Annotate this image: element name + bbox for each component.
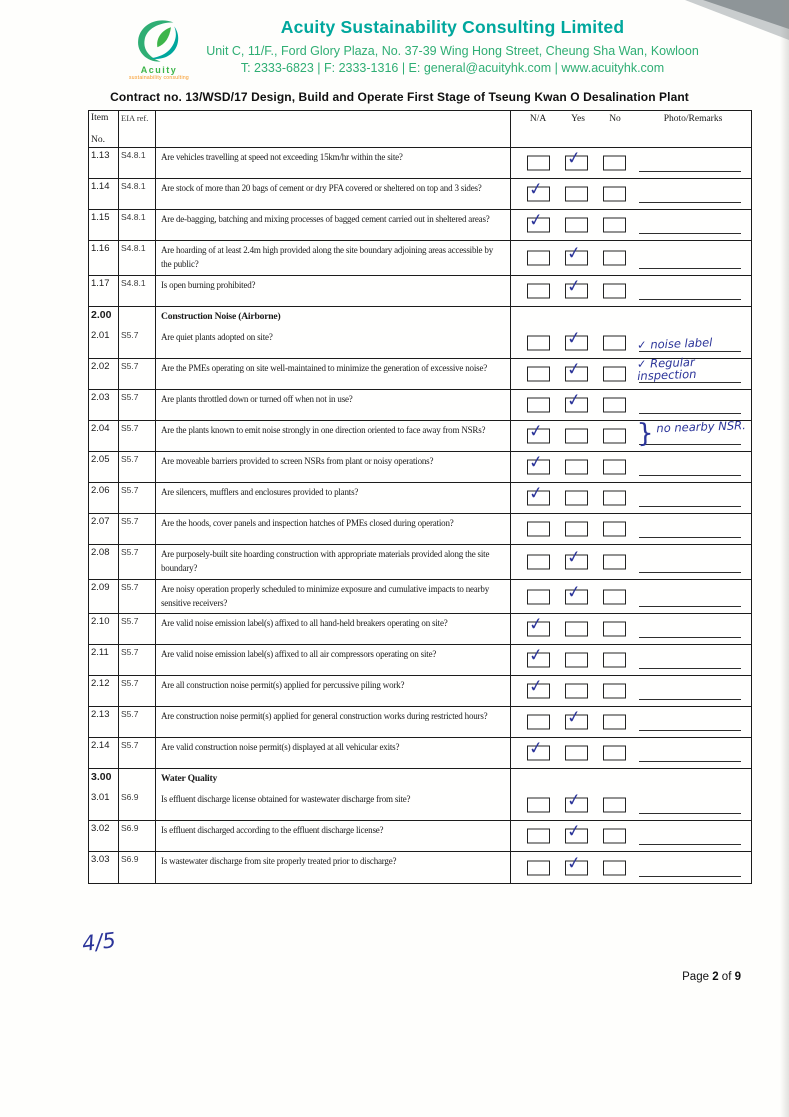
item-number: 2.14 [89,738,119,768]
eia-ref: S5.7 [119,707,156,737]
checkbox-no [603,622,626,637]
answer-cell [511,179,751,209]
question-text: Is effluent discharge license obtained for wastewater discharge from site? [156,790,511,820]
eia-ref: S5.7 [119,483,156,513]
handwritten-remark: } no nearby NSR. [636,417,747,449]
eia-ref: S5.7 [119,645,156,675]
item-number: 1.16 [89,241,119,275]
page-total: 9 [734,971,741,983]
section-number: 3.00 [89,769,119,790]
checkbox-yes [565,490,588,505]
page-current: 2 [712,971,719,983]
item-number: 3.03 [89,852,119,883]
checkbox-yes [565,327,588,350]
header-item-no [89,111,119,147]
handwritten-tick-mark: ✓ [565,358,583,381]
checkbox-yes [565,684,588,699]
item-number: 2.12 [89,676,119,706]
table-row [89,210,751,241]
table-row [89,354,751,390]
handwritten-remark: ✓ noise label [636,335,713,353]
table-row [89,852,751,883]
remarks-line [639,233,741,234]
question-text: Are vehicles travelling at speed not exceeding 15km/hr within the site? [156,148,511,178]
item-number: 3.01 [89,790,119,820]
checklist-body [89,148,751,883]
table-row [89,821,751,852]
checkbox-no [603,218,626,233]
handwritten-tick-mark: ✓ [565,852,583,875]
checkbox-no [603,715,626,730]
header-no: No [609,114,621,124]
answer-cell [511,580,751,614]
item-number: 3.02 [89,821,119,851]
checkbox-yes [565,242,588,265]
scan-edge-shadow [780,0,789,1117]
question-text: Are de-bagging, batching and mixing processes of bagged cement carried out in sheltered areas? [156,210,511,240]
question-text: Is open burning prohibited? [156,276,511,306]
remarks-line [639,730,741,731]
checkbox-yes [565,820,588,844]
answer-cell [511,545,751,579]
checkbox-no [603,187,626,202]
answer-cell [511,210,751,240]
question-text: Are the plants known to emit noise strongly in one direction oriented to face away from NSRs? [156,421,511,451]
answer-cell [511,514,751,544]
checkbox-yes [565,622,588,637]
answer-cell [511,307,751,328]
handwritten-tick-mark: ✓ [565,789,583,812]
checkbox-yes [565,852,588,875]
checkbox-no [603,521,626,536]
company-address: Unit C, 11/F., Ford Glory Plaza, No. 37-39 Wing Hong Street, Cheung Sha Wan, Kowloon [206,44,699,58]
handwritten-tick-mark: ✓ [527,482,545,505]
section-title: Construction Noise (Airborne) [156,307,511,328]
page-number [682,971,741,983]
checkbox-yes [565,459,588,474]
remarks-line [639,202,741,203]
question-text: Are silencers, mufflers and enclosures provided to plants? [156,483,511,513]
answer-cell [511,452,751,482]
handwritten-tick-mark: ✓ [565,327,583,350]
checkbox-no [603,589,626,604]
checkbox-na [527,715,550,730]
header-item-line2: No. [91,135,105,145]
handwritten-tick-mark: ✓ [565,820,583,843]
checkbox-no [603,335,626,350]
table-row [89,483,751,514]
checkbox-no [603,829,626,844]
checkbox-yes [565,546,588,569]
handwritten-tick-mark: ✓ [565,707,583,729]
answer-cell [511,707,751,737]
table-header-row [89,111,751,148]
checkbox-na [527,209,550,233]
eia-ref: S5.7 [119,328,156,358]
item-number: 1.15 [89,210,119,240]
page-of: of [721,971,732,983]
checkbox-no [603,653,626,668]
checkbox-yes [565,358,588,381]
table-row [89,452,751,483]
header-item-line1: Item [91,113,109,123]
answer-cell [511,645,751,675]
section-number: 2.00 [89,307,119,328]
item-number: 2.10 [89,614,119,644]
eia-ref: S5.7 [119,676,156,706]
checkbox-no [603,397,626,412]
checkbox-no [603,366,626,381]
answer-cell [511,821,751,851]
handwritten-tick-mark: ✓ [565,581,583,603]
answer-cell [511,676,751,706]
answer-cell [511,148,751,178]
answer-cell [511,738,751,768]
question-text: Are plants throttled down or turned off when not in use? [156,390,511,420]
table-row [89,241,751,276]
handwritten-tick-mark: ✓ [565,275,583,298]
question-text: Is effluent discharged according to the effluent discharge license? [156,821,511,851]
remarks-line [639,668,741,669]
checkbox-na [527,178,550,202]
handwritten-tick-mark: ✓ [527,676,545,698]
item-number: 2.05 [89,452,119,482]
checkbox-yes [565,218,588,233]
header-na: N/A [529,114,547,124]
item-number: 2.01 [89,328,119,358]
item-number: 2.06 [89,483,119,513]
checkbox-na [527,738,550,761]
document-title: Contract no. 13/WSD/17 Design, Build and Operate First Stage of Tseung Kwan O Desalination Plant [110,90,689,104]
checkbox-na [527,829,550,844]
handwritten-tick-mark: ✓ [565,389,583,412]
checkbox-yes [565,581,588,604]
checkbox-na [527,366,550,381]
remarks-line [639,813,741,814]
eia-ref: S6.9 [119,852,156,883]
logo-subcaption: sustainability consulting [128,75,190,81]
handwritten-brace: } [636,418,655,449]
table-row [89,645,751,676]
remarks-line [639,844,741,845]
question-text: Are valid noise emission label(s) affixed to all air compressors operating on site? [156,645,511,675]
table-row [89,738,751,769]
section-row [89,307,751,328]
handwritten-remark: ✓ Regular inspection [636,354,697,384]
question-text: Are noisy operation properly scheduled to minimize exposure and cumulative impacts to nearby sensitive receivers? [156,580,511,614]
checkbox-na [527,156,550,171]
checkbox-no [603,746,626,761]
answer-cell [511,417,751,451]
remarks-line [639,268,741,269]
question-text: Is wastewater discharge from site properly treated prior to discharge? [156,852,511,883]
header-remarks: Photo/Remarks [663,114,723,124]
checkbox-na [527,860,550,875]
answer-cell [511,769,751,790]
question-text: Are construction noise permit(s) applied for general construction works during restricted hours? [156,707,511,737]
company-name: Acuity Sustainability Consulting Limited [280,17,625,37]
table-row [89,276,751,307]
question-text: Are the PMEs operating on site well-maintained to minimize the generation of excessive noise? [156,359,511,389]
checkbox-no [603,554,626,569]
handwritten-tick-mark: ✓ [527,645,545,667]
checkbox-na [527,614,550,637]
checklist-table [88,110,752,884]
checkbox-na [527,397,550,412]
item-number: 2.02 [89,359,119,389]
checkbox-yes [565,275,588,298]
question-text: Are valid construction noise permit(s) displayed at all vehicular exits? [156,738,511,768]
table-row [89,514,751,545]
header-eia-ref: EIA ref. [119,111,156,147]
remarks-line [639,637,741,638]
checkbox-na [527,451,550,474]
header-answer-cols [511,111,751,147]
checkbox-no [603,250,626,265]
remarks-line [639,299,741,300]
answer-cell [511,790,751,820]
eia-ref: S5.7 [119,514,156,544]
question-text: Are purposely-built site hoarding construction with appropriate materials provided along the site boundary? [156,545,511,579]
item-number: 2.13 [89,707,119,737]
header-question-col [156,111,511,147]
item-number: 2.04 [89,421,119,451]
table-row [89,417,751,452]
item-number: 1.14 [89,179,119,209]
eia-ref: S5.7 [119,580,156,614]
answer-cell [511,483,751,513]
eia-ref: S5.7 [119,359,156,389]
answer-cell [511,852,751,883]
checkbox-na [527,482,550,505]
answer-cell [511,390,751,420]
handwritten-tick-mark: ✓ [527,420,545,443]
table-row [89,179,751,210]
eia-ref [119,769,156,790]
logo-caption: Acuity [140,65,178,75]
item-number: 2.07 [89,514,119,544]
question-text: Are all construction noise permit(s) applied for percussive piling work? [156,676,511,706]
checkbox-no [603,156,626,171]
remarks-line [639,606,741,607]
answer-cell [511,276,751,306]
eia-ref: S5.7 [119,545,156,579]
checkbox-yes [565,428,588,443]
table-row [89,707,751,738]
table-row [89,614,751,645]
checkbox-na [527,676,550,699]
checkbox-no [603,459,626,474]
table-row [89,676,751,707]
checkbox-no [603,684,626,699]
question-text: Are stock of more than 20 bags of cement or dry PFA covered or sheltered on top and 3 sides? [156,179,511,209]
table-row [89,790,751,821]
question-text: Are quiet plants adopted on site? [156,328,511,358]
checkbox-na [527,335,550,350]
answer-cell [511,354,751,389]
checkbox-no [603,428,626,443]
eia-ref: S4.8.1 [119,148,156,178]
table-row [89,580,751,615]
remarks-line [639,572,741,573]
remarks-line [639,699,741,700]
eia-ref: S4.8.1 [119,276,156,306]
table-row [89,390,751,421]
handwritten-tick-mark: ✓ [527,451,545,474]
remarks-line [639,171,741,172]
checkbox-yes [565,707,588,730]
eia-ref: S5.7 [119,452,156,482]
checkbox-no [603,490,626,505]
checkbox-na [527,420,550,443]
remarks-line [639,413,741,414]
question-text: Are the hoods, cover panels and inspection hatches of PMEs closed during operation? [156,514,511,544]
handwritten-tick-mark: ✓ [527,614,545,636]
checkbox-na [527,521,550,536]
eia-ref: S4.8.1 [119,210,156,240]
eia-ref [119,307,156,328]
checkbox-yes [565,389,588,412]
checkbox-na [527,250,550,265]
checkbox-yes [565,521,588,536]
handwritten-tick-mark: ✓ [565,242,583,265]
handwritten-page-fraction: 4/5 [80,928,118,956]
eia-ref: S5.7 [119,614,156,644]
question-text: Are moveable barriers provided to screen NSRs from plant or noisy operations? [156,452,511,482]
company-contact: T: 2333-6823 | F: 2333-1316 | E: general@acuityhk.com | www.acuityhk.com [240,61,665,75]
handwritten-tick-mark: ✓ [527,178,545,201]
table-row [89,545,751,580]
eia-ref: S4.8.1 [119,241,156,275]
question-text: Are hoarding of at least 2.4m high provided along the site boundary adjoining areas accessible by the public? [156,241,511,275]
table-row [89,148,751,179]
remarks-line [639,475,741,476]
page-prefix: Page [682,971,709,983]
remarks-line [639,761,741,762]
section-row [89,769,751,790]
eia-ref: S6.9 [119,790,156,820]
checkbox-yes [565,653,588,668]
answer-cell [511,241,751,275]
item-number: 2.03 [89,390,119,420]
checkbox-no [603,860,626,875]
section-title: Water Quality [156,769,511,790]
checkbox-yes [565,147,588,171]
handwritten-tick-mark: ✓ [565,147,583,170]
checkbox-na [527,589,550,604]
item-number: 2.08 [89,545,119,579]
eia-ref: S4.8.1 [119,179,156,209]
eia-ref: S5.7 [119,421,156,451]
handwritten-tick-mark: ✓ [527,209,545,232]
checkbox-yes [565,746,588,761]
handwritten-tick-mark: ✓ [565,546,583,569]
checkbox-yes [565,789,588,813]
checkbox-no [603,798,626,813]
item-number: 2.09 [89,580,119,614]
remarks-line [639,537,741,538]
table-row [89,328,751,359]
eia-ref: S5.7 [119,738,156,768]
answer-cell [511,328,751,358]
eia-ref: S5.7 [119,390,156,420]
eia-ref: S6.9 [119,821,156,851]
item-number: 1.13 [89,148,119,178]
checkbox-yes [565,187,588,202]
checkbox-na [527,554,550,569]
remarks-line [639,876,741,877]
item-number: 2.11 [89,645,119,675]
handwritten-tick-mark: ✓ [527,738,545,760]
question-text: Are valid noise emission label(s) affixed to all hand-held breakers operating on site? [156,614,511,644]
answer-cell [511,614,751,644]
remarks-line [639,506,741,507]
checkbox-na [527,283,550,298]
checkbox-na [527,798,550,813]
header-yes: Yes [571,114,585,124]
checkbox-no [603,283,626,298]
letterhead [150,17,755,75]
item-number: 1.17 [89,276,119,306]
checkbox-na [527,645,550,668]
